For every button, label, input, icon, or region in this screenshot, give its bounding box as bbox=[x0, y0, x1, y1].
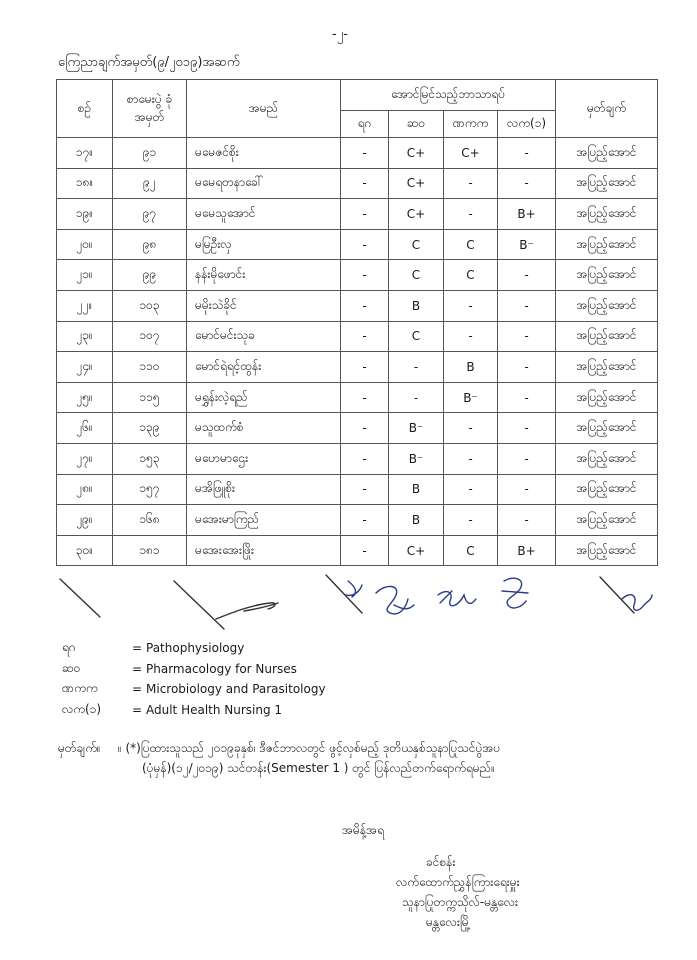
grade-cell-2: C bbox=[389, 260, 444, 291]
signature-mark-3 bbox=[216, 603, 278, 619]
legend-meaning: Pharmacology for Nurses bbox=[146, 661, 297, 676]
grade-cell-2: B⁻ bbox=[389, 413, 444, 444]
remark-cell: အပြည့်အောင် bbox=[556, 199, 658, 230]
grade-cell-4: - bbox=[498, 474, 556, 505]
grade-cell-4: - bbox=[498, 168, 556, 199]
grade-cell-3: - bbox=[444, 321, 498, 352]
by-order-text: အမိန့်အရ bbox=[342, 823, 384, 837]
serial-cell: ၂၉။ bbox=[57, 505, 113, 536]
grade-cell-2: - bbox=[389, 382, 444, 413]
grade-cell-1: - bbox=[341, 168, 389, 199]
grade-cell-1: - bbox=[341, 413, 389, 444]
serial-cell: ၂၇။ bbox=[57, 443, 113, 474]
header-subject-4: လက(၁) bbox=[498, 111, 556, 138]
grade-cell-3: - bbox=[444, 199, 498, 230]
remark-cell: အပြည့်အောင် bbox=[556, 474, 658, 505]
serial-cell: ၂၁။ bbox=[57, 260, 113, 291]
grade-cell-4: B+ bbox=[498, 535, 556, 566]
serial-cell: ၂၅။ bbox=[57, 382, 113, 413]
table-row bbox=[57, 535, 658, 566]
roll-cell: ၁၈၁ bbox=[113, 535, 187, 566]
table-row bbox=[57, 443, 658, 474]
remark-cell: အပြည့်အောင် bbox=[556, 321, 658, 352]
remark-cell: အပြည့်အောင် bbox=[556, 535, 658, 566]
serial-cell: ၁၈။ bbox=[57, 168, 113, 199]
grade-cell-4: - bbox=[498, 413, 556, 444]
grade-cell-3: - bbox=[444, 505, 498, 536]
signature-mark-1 bbox=[60, 579, 100, 617]
grade-cell-1: - bbox=[341, 290, 389, 321]
grade-cell-4: B+ bbox=[498, 199, 556, 230]
table-row bbox=[57, 168, 658, 199]
grade-cell-4: - bbox=[498, 382, 556, 413]
header-subject-3: ဏကက bbox=[444, 111, 498, 138]
grade-cell-3: - bbox=[444, 413, 498, 444]
handwritten-signatures bbox=[56, 573, 657, 635]
table-row bbox=[57, 290, 658, 321]
serial-cell: ၂၀။ bbox=[57, 229, 113, 260]
signatory-title: လက်ထောက်ညွှန်ကြားရေးမှူး bbox=[396, 875, 520, 889]
grade-cell-2: C+ bbox=[389, 168, 444, 199]
legend-code: ဆဝ bbox=[62, 660, 81, 675]
signature-mark-6 bbox=[376, 586, 414, 613]
results-table bbox=[56, 79, 658, 566]
grade-cell-4: - bbox=[498, 260, 556, 291]
grade-cell-2: C+ bbox=[389, 535, 444, 566]
remark-cell: အပြည့်အောင် bbox=[556, 138, 658, 169]
remark-cell: အပြည့်အောင် bbox=[556, 382, 658, 413]
header-roll-no: စာမေးပွဲ ခုံအမှတ် bbox=[113, 80, 187, 138]
legend-row bbox=[62, 679, 326, 700]
grade-cell-3: - bbox=[444, 168, 498, 199]
grade-cell-4: - bbox=[498, 505, 556, 536]
roll-cell: ၁၅၃ bbox=[113, 443, 187, 474]
legend-eq: = bbox=[132, 682, 143, 697]
header-subject-1: ရဂ bbox=[341, 111, 389, 138]
signature-mark-5 bbox=[346, 581, 362, 597]
grade-cell-1: - bbox=[341, 535, 389, 566]
grade-cell-3: - bbox=[444, 290, 498, 321]
remark-cell: အပြည့်အောင် bbox=[556, 290, 658, 321]
grade-cell-1: - bbox=[341, 443, 389, 474]
legend-eq: = bbox=[132, 661, 143, 676]
grade-cell-1: - bbox=[341, 382, 389, 413]
legend bbox=[62, 638, 326, 720]
signature-mark-7 bbox=[438, 591, 476, 606]
grade-cell-4: - bbox=[498, 290, 556, 321]
remark-cell: အပြည့်အောင် bbox=[556, 505, 658, 536]
legend-row bbox=[62, 659, 326, 680]
serial-cell: ၂၄။ bbox=[57, 352, 113, 383]
grade-cell-4: - bbox=[498, 321, 556, 352]
roll-cell: ၉၂ bbox=[113, 168, 187, 199]
remark-line-1: ။ (*)ပြထားသူသည် ၂၀၁၉ခုနှစ်၊ ဒီဇင်ဘာလတွင် ဖွင့်လှစ်မည့် ဒုတိယနှစ်သူနာပြုသင်ပွဲအပ bbox=[118, 741, 501, 755]
announcement-heading: ကြေညာချက်အမှတ်(၉/၂၀၁၉)အဆက် bbox=[58, 55, 240, 70]
table-row bbox=[57, 382, 658, 413]
name-cell: မအေးအေးဖြိုး bbox=[187, 535, 341, 566]
grade-cell-2: B bbox=[389, 290, 444, 321]
name-cell: မအေးမာကြည် bbox=[187, 505, 341, 536]
grade-cell-3: C bbox=[444, 535, 498, 566]
grade-cell-3: - bbox=[444, 474, 498, 505]
legend-eq: = bbox=[132, 641, 143, 656]
remark-line-2: (ပုံမှန်)(၁၂/၂၀၁၉) သင်တန်း(Semester 1 ) တွင် ပြန်လည်တက်ရောက်ရမည်။ bbox=[142, 761, 495, 775]
name-cell: မမြဦးလှ bbox=[187, 229, 341, 260]
grade-cell-3: B⁻ bbox=[444, 382, 498, 413]
institution-name: သူနာပြုတက္ကသိုလ်-မန္တလေး bbox=[402, 895, 519, 909]
grade-cell-2: C bbox=[389, 321, 444, 352]
remark-cell: အပြည့်အောင် bbox=[556, 443, 658, 474]
grade-cell-2: B bbox=[389, 505, 444, 536]
remark-cell: အပြည့်အောင် bbox=[556, 260, 658, 291]
name-cell: မရွှန်းလဲ့ရည် bbox=[187, 382, 341, 413]
name-cell: မမေသူအောင် bbox=[187, 199, 341, 230]
signature-mark-10 bbox=[622, 595, 652, 611]
roll-cell: ၉၉ bbox=[113, 260, 187, 291]
name-cell: မောင်ရဲရင့်ထွန်း bbox=[187, 352, 341, 383]
serial-cell: ၂၂။ bbox=[57, 290, 113, 321]
table-row bbox=[57, 260, 658, 291]
signature-mark-4 bbox=[326, 575, 362, 613]
legend-eq: = bbox=[132, 702, 143, 717]
grade-cell-3: B bbox=[444, 352, 498, 383]
serial-cell: ၃၀။ bbox=[57, 535, 113, 566]
table-row bbox=[57, 505, 658, 536]
grade-cell-1: - bbox=[341, 505, 389, 536]
header-name: အမည် bbox=[187, 80, 341, 138]
grade-cell-1: - bbox=[341, 199, 389, 230]
name-cell: မမိုးသဲခိုင် bbox=[187, 290, 341, 321]
remark-label: မှတ်ချက်။ bbox=[58, 741, 101, 755]
header-subject-2: ဆဝ bbox=[389, 111, 444, 138]
grade-cell-3: C bbox=[444, 229, 498, 260]
grade-cell-3: C+ bbox=[444, 138, 498, 169]
roll-cell: ၁၁၅ bbox=[113, 382, 187, 413]
roll-cell: ၁၆၈ bbox=[113, 505, 187, 536]
grade-cell-4: - bbox=[498, 443, 556, 474]
grade-cell-4: - bbox=[498, 138, 556, 169]
name-cell: မသူထက်စံ bbox=[187, 413, 341, 444]
grade-cell-2: C+ bbox=[389, 138, 444, 169]
signatory-name: ခင်စန်း bbox=[426, 855, 456, 869]
page-number: -၂- bbox=[332, 27, 348, 42]
table-row bbox=[57, 352, 658, 383]
city-name: မန္တလေးမြို့ bbox=[426, 915, 471, 929]
grade-cell-1: - bbox=[341, 474, 389, 505]
remark-cell: အပြည့်အောင် bbox=[556, 413, 658, 444]
grade-cell-1: - bbox=[341, 321, 389, 352]
name-cell: မောင်မင်းသုခ bbox=[187, 321, 341, 352]
name-cell: မအိဖြူစိုး bbox=[187, 474, 341, 505]
header-subjects-group: အောင်မြင်သည့်ဘာသာရပ် bbox=[341, 80, 556, 111]
grade-cell-1: - bbox=[341, 138, 389, 169]
grade-cell-2: C+ bbox=[389, 199, 444, 230]
header-remark: မှတ်ချက် bbox=[556, 80, 658, 138]
table-row bbox=[57, 321, 658, 352]
grade-cell-1: - bbox=[341, 352, 389, 383]
signature-mark-8 bbox=[502, 578, 528, 608]
grade-cell-1: - bbox=[341, 229, 389, 260]
grade-cell-2: - bbox=[389, 352, 444, 383]
serial-cell: ၁၉။ bbox=[57, 199, 113, 230]
grade-cell-3: C bbox=[444, 260, 498, 291]
legend-row bbox=[62, 638, 326, 659]
table-row bbox=[57, 199, 658, 230]
header-serial: စဉ် bbox=[57, 80, 113, 138]
legend-meaning: Adult Health Nursing 1 bbox=[146, 702, 283, 717]
serial-cell: ၁၇။ bbox=[57, 138, 113, 169]
grade-cell-4: - bbox=[498, 352, 556, 383]
serial-cell: ၂၈။ bbox=[57, 474, 113, 505]
table-row bbox=[57, 138, 658, 169]
roll-cell: ၁၃၉ bbox=[113, 413, 187, 444]
table-row bbox=[57, 474, 658, 505]
roll-cell: ၁၅၇ bbox=[113, 474, 187, 505]
name-cell: နန်းမိုဖောင်း bbox=[187, 260, 341, 291]
legend-meaning: Pathophysiology bbox=[146, 641, 245, 656]
roll-cell: ၁၀၇ bbox=[113, 321, 187, 352]
roll-cell: ၉၇ bbox=[113, 199, 187, 230]
roll-cell: ၁၀၃ bbox=[113, 290, 187, 321]
serial-cell: ၂၃။ bbox=[57, 321, 113, 352]
grade-cell-2: B bbox=[389, 474, 444, 505]
name-cell: မဟေမာဌေး bbox=[187, 443, 341, 474]
remark-cell: အပြည့်အောင် bbox=[556, 229, 658, 260]
grade-cell-2: C bbox=[389, 229, 444, 260]
grade-cell-2: B⁻ bbox=[389, 443, 444, 474]
legend-row bbox=[62, 700, 326, 721]
remark-cell: အပြည့်အောင် bbox=[556, 168, 658, 199]
legend-code: ရဂ bbox=[62, 640, 76, 655]
grade-cell-4: B⁻ bbox=[498, 229, 556, 260]
table-row bbox=[57, 413, 658, 444]
roll-cell: ၉၁ bbox=[113, 138, 187, 169]
legend-code: ဏကက bbox=[62, 681, 98, 696]
serial-cell: ၂၆။ bbox=[57, 413, 113, 444]
grade-cell-1: - bbox=[341, 260, 389, 291]
grade-cell-3: - bbox=[444, 443, 498, 474]
name-cell: မမေရတနာခေါ် bbox=[187, 168, 341, 199]
table-row bbox=[57, 229, 658, 260]
legend-meaning: Microbiology and Parasitology bbox=[146, 682, 326, 697]
signature-mark-2 bbox=[174, 581, 224, 629]
roll-cell: ၉၈ bbox=[113, 229, 187, 260]
roll-cell: ၁၁၀ bbox=[113, 352, 187, 383]
name-cell: မမေဇင်စိုး bbox=[187, 138, 341, 169]
remark-cell: အပြည့်အောင် bbox=[556, 352, 658, 383]
legend-code: လက(၁) bbox=[62, 701, 102, 716]
